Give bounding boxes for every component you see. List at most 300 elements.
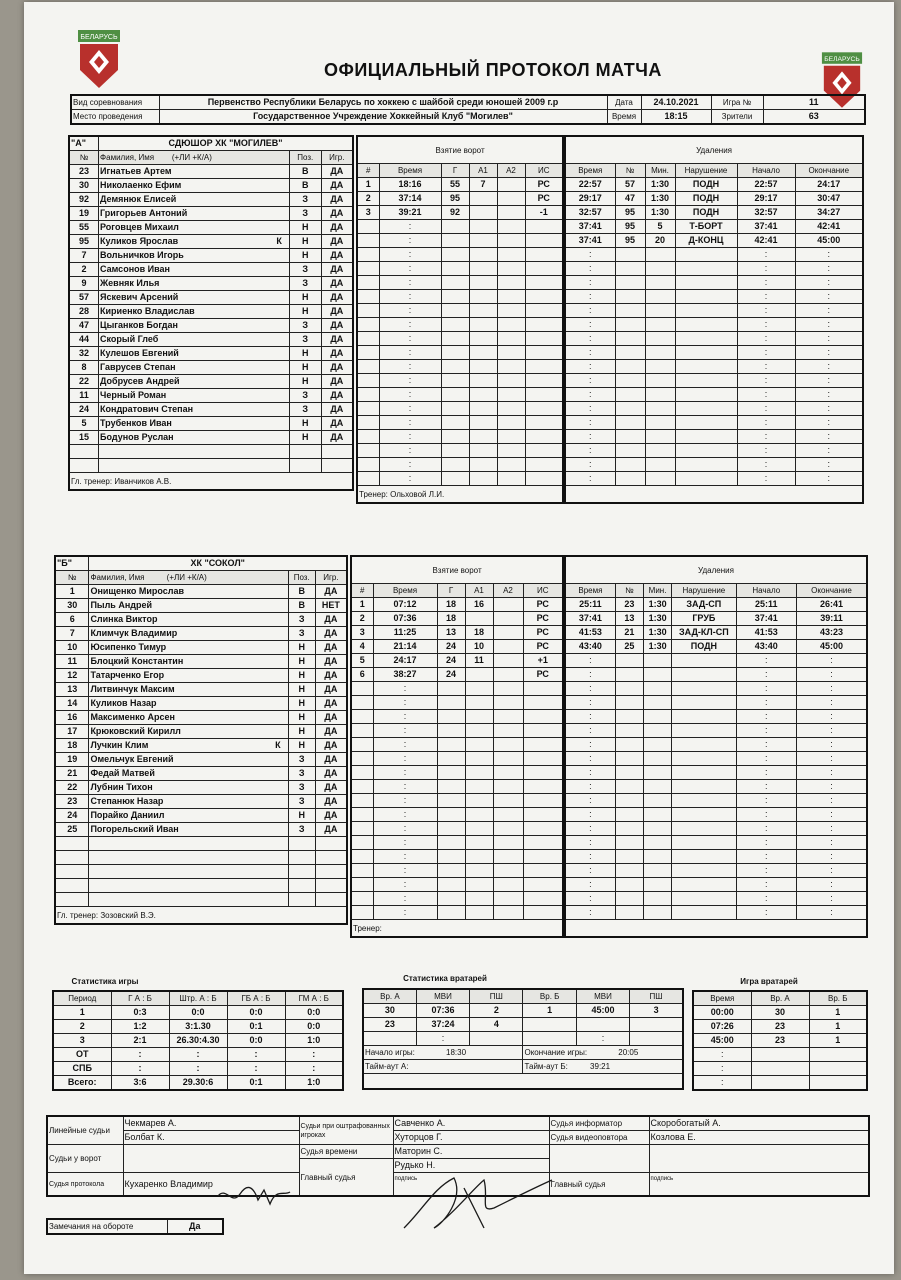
goalie-change-row: [693, 1034, 867, 1048]
player-played: ДА: [315, 711, 347, 725]
empty-row: :: [351, 696, 563, 710]
player-row: [69, 235, 353, 249]
player-name: Вольничков Игорь: [100, 250, 184, 260]
logo-right-text: БЕЛАРУСЬ: [824, 55, 860, 63]
empty-row: : : :: [565, 654, 867, 668]
player-position: Н: [289, 249, 321, 263]
player-row: [55, 767, 347, 781]
period-row: [53, 1062, 343, 1076]
goal-situation: РС: [525, 192, 563, 206]
col-played: Игр.: [321, 151, 353, 165]
player-name: Черный Роман: [100, 390, 167, 400]
player-row: [55, 683, 347, 697]
goal-time: 37:14: [379, 192, 441, 206]
stat-cell: 0:0: [285, 1020, 343, 1034]
player-name: Николаенко Ефим: [100, 180, 182, 190]
player-name-cell: [89, 697, 288, 711]
goal-assist-1: [469, 206, 497, 220]
team-a-roster-body: [69, 165, 353, 473]
empty-row: : : :: [565, 402, 863, 416]
player-row: [69, 249, 353, 263]
game-number: 11: [763, 95, 865, 110]
g-col-a1: А1: [469, 164, 497, 178]
player-position: З: [289, 403, 321, 417]
player-played: ДА: [315, 641, 347, 655]
empty-row: :: [357, 360, 563, 374]
g-col-a1-b: А1: [465, 584, 493, 598]
player-played: ДА: [315, 767, 347, 781]
goal-assist-1: 11: [465, 654, 493, 668]
scorekeeper-signature-icon: [214, 1182, 294, 1212]
stat-header: Период: [53, 991, 111, 1006]
empty-row: : : :: [565, 724, 867, 738]
g-col-a2: А2: [497, 164, 525, 178]
goal-scorer: 13: [437, 626, 465, 640]
time-label: Время: [607, 110, 641, 125]
empty-row: :: [357, 416, 563, 430]
penalty-row: [565, 178, 863, 192]
empty-row: :: [351, 836, 563, 850]
player-position: Н: [288, 725, 315, 739]
player-name-cell: [89, 711, 288, 725]
goal-assist-2: [493, 626, 523, 640]
venue: Государственное Учреждение Хоккейный Клуб "Могилев": [159, 110, 607, 125]
period-row: [53, 1076, 343, 1091]
penalty-infraction: ПОДН: [675, 206, 737, 220]
comp-label: Вид соревнования: [71, 95, 159, 110]
penalty-end: 43:23: [796, 626, 867, 640]
stat-cell: :: [227, 1062, 285, 1076]
penalty-box-label: Судьи при оштрафованных игроках: [299, 1116, 393, 1145]
goal-assist-1: 7: [469, 178, 497, 192]
player-number: 5: [69, 417, 99, 431]
player-number: 9: [69, 277, 99, 291]
col-played-b: Игр.: [315, 571, 347, 585]
col-num-b: №: [55, 571, 89, 585]
penalty-player: 95: [615, 220, 645, 234]
player-name: Цыганков Богдан: [100, 320, 178, 330]
player-name-cell: [99, 347, 290, 361]
player-name-cell: [99, 403, 290, 417]
player-position: Н: [289, 305, 321, 319]
player-position: З: [288, 753, 315, 767]
player-row: [55, 627, 347, 641]
player-number: 24: [55, 809, 89, 823]
p-col-end-b: Окончание: [796, 584, 867, 598]
stat-header: Штр. А : Б: [169, 991, 227, 1006]
col-pos: Поз.: [289, 151, 321, 165]
empty-row: : : :: [565, 276, 863, 290]
player-name: Лубнин Тихон: [90, 782, 153, 792]
stat-header: ПШ: [630, 989, 683, 1004]
stat-cell: :: [169, 1048, 227, 1062]
player-played: ДА: [321, 403, 353, 417]
player-name: Крюковский Кирилл: [90, 726, 181, 736]
goal-scorer: 55: [441, 178, 469, 192]
empty-row: : : :: [565, 458, 863, 472]
penalty-minutes: 1:30: [643, 612, 671, 626]
player-name-cell: [99, 207, 290, 221]
stat-cell: 0:0: [227, 1034, 285, 1048]
player-position: З: [289, 333, 321, 347]
col-pos-b: Поз.: [288, 571, 315, 585]
goal-assist-2: [497, 206, 525, 220]
team-b-goals-title: Взятие ворот: [351, 556, 563, 584]
player-name: Кондратович Степан: [100, 404, 194, 414]
penalty-infraction: ПОДН: [675, 192, 737, 206]
penalty-player: 25: [615, 640, 643, 654]
penalty-row: [565, 206, 863, 220]
signature2-label: подпись: [649, 1173, 869, 1197]
stat-cell: 23: [751, 1020, 809, 1034]
player-name: Трубенков Иван: [100, 418, 172, 428]
player-played: ДА: [321, 347, 353, 361]
player-row: [69, 207, 353, 221]
stat-cell: 30: [363, 1004, 416, 1018]
stat-header: ГМ А : Б: [285, 991, 343, 1006]
player-name-cell: [89, 809, 288, 823]
stat-cell: 26.30:4.30: [169, 1034, 227, 1048]
player-position: З: [288, 767, 315, 781]
goal-assist-1: 16: [465, 598, 493, 612]
player-played: НЕТ: [315, 599, 347, 613]
player-name: Блоцкий Константин: [90, 656, 184, 666]
player-played: ДА: [321, 375, 353, 389]
penalty-time: 25:11: [565, 598, 615, 612]
protocol-sheet: [24, 2, 894, 1274]
p-col-min-b: Мин.: [643, 584, 671, 598]
player-number: 6: [55, 613, 89, 627]
player-played: ДА: [321, 221, 353, 235]
player-number: 23: [55, 795, 89, 809]
player-row: [55, 655, 347, 669]
spectators: 63: [763, 110, 865, 125]
player-name-cell: [99, 277, 290, 291]
penalty-minutes: 1:30: [645, 206, 675, 220]
player-number: 28: [69, 305, 99, 319]
player-name-cell: [89, 767, 288, 781]
empty-row: [55, 837, 347, 851]
empty-row: [55, 851, 347, 865]
p-col-start-b: Начало: [736, 584, 796, 598]
protocol-title: ОФИЦИАЛЬНЫЙ ПРОТОКОЛ МАТЧА: [324, 60, 662, 80]
empty-row: [55, 893, 347, 907]
player-played: ДА: [315, 725, 347, 739]
goal-assist-2: [497, 192, 525, 206]
team-b-goals: [350, 555, 564, 938]
player-played: ДА: [315, 697, 347, 711]
empty-row: :: [357, 458, 563, 472]
player-number: 2: [69, 263, 99, 277]
period-row: [53, 1020, 343, 1034]
player-row: [69, 221, 353, 235]
stat-cell: [523, 1018, 576, 1032]
player-position: З: [288, 781, 315, 795]
goal-number: 4: [351, 640, 373, 654]
stat-cell: :: [227, 1048, 285, 1062]
player-name-cell: [99, 291, 290, 305]
player-played: ДА: [315, 655, 347, 669]
penalty-player: 57: [615, 178, 645, 192]
empty-row: :: [357, 318, 563, 332]
goal-scorer: 24: [437, 654, 465, 668]
penalty-end: 34:27: [795, 206, 863, 220]
player-position: З: [289, 319, 321, 333]
stat-cell: :: [285, 1062, 343, 1076]
penalty-start: 41:53: [736, 626, 796, 640]
spectators-label: Зрители: [711, 110, 763, 125]
stat-cell: 0:0: [169, 1006, 227, 1020]
player-played: ДА: [321, 277, 353, 291]
player-name: Климчук Владимир: [90, 628, 178, 638]
goal-judges-label: Судьи у ворот: [47, 1145, 123, 1173]
stat-cell: 07:26: [693, 1020, 751, 1034]
captain-mark: К: [276, 236, 282, 246]
p-col-time-b: Время: [565, 584, 615, 598]
player-row: [55, 725, 347, 739]
empty-row: : : :: [565, 374, 863, 388]
venue-label: Место проведения: [71, 110, 159, 125]
player-name-cell: [89, 795, 288, 809]
penalty-start: 37:41: [736, 612, 796, 626]
player-row: [69, 431, 353, 445]
penalty-end: 30:47: [795, 192, 863, 206]
empty-row: [69, 445, 353, 459]
player-number: 21: [55, 767, 89, 781]
stat-cell: 0:0: [285, 1006, 343, 1020]
penalty-time: 32:57: [565, 206, 615, 220]
penalty-time: 43:40: [565, 640, 615, 654]
player-name: Омельчук Евгений: [90, 754, 174, 764]
player-number: 15: [69, 431, 99, 445]
player-row: [69, 375, 353, 389]
empty-row: :: [351, 906, 563, 920]
player-name: Порайко Даниил: [90, 810, 165, 820]
linesmen-label: Линейные судьи: [47, 1116, 123, 1145]
player-name-cell: [99, 249, 290, 263]
player-position: З: [289, 207, 321, 221]
player-number: 16: [55, 711, 89, 725]
goal-time: 38:27: [373, 668, 437, 682]
period-row: [53, 1006, 343, 1020]
team-a-penalties-body: [565, 178, 863, 486]
date-label: Дата: [607, 95, 641, 110]
team-a-goals: [356, 135, 564, 504]
start-label: Начало игры:: [365, 1048, 415, 1057]
player-name-cell: [99, 375, 290, 389]
stat-cell: 1: [809, 1034, 867, 1048]
player-row: [69, 347, 353, 361]
info-label: Судья информатор: [549, 1116, 649, 1131]
empty-row: :: [351, 808, 563, 822]
player-name: Степанюк Назар: [90, 796, 164, 806]
player-position: Н: [289, 375, 321, 389]
goal-scorer: 24: [437, 640, 465, 654]
player-position: Н: [289, 417, 321, 431]
penalty-infraction: Д-КОНЦ: [675, 234, 737, 248]
empty-row: : : :: [565, 696, 867, 710]
stat-cell: 0:1: [227, 1076, 285, 1091]
stat-header: Г А : Б: [111, 991, 169, 1006]
penalty-row: [565, 612, 867, 626]
referee-label: Главный судья: [299, 1159, 393, 1197]
goal-scorer: 24: [437, 668, 465, 682]
empty-row: : : :: [565, 388, 863, 402]
team-a-penalties: [564, 135, 864, 504]
penalty-player: 47: [615, 192, 645, 206]
stat-cell: 3: [630, 1004, 683, 1018]
player-number: 25: [55, 823, 89, 837]
team-b-pen-title: Удаления: [565, 556, 867, 584]
player-name: Кириенко Владислав: [100, 306, 195, 316]
empty-row: : : :: [565, 780, 867, 794]
penalty-start: 42:41: [737, 234, 795, 248]
goal-assist-1: [469, 192, 497, 206]
player-row: [55, 823, 347, 837]
empty-row: : : :: [565, 682, 867, 696]
goal-number: 3: [357, 206, 379, 220]
col-lineup-b: (+ЛИ +К/А): [166, 573, 207, 582]
penalty-end: 39:11: [796, 612, 867, 626]
player-position: З: [289, 193, 321, 207]
team-a-roster: [68, 135, 354, 491]
player-name-cell: [89, 683, 288, 697]
goal-time: 24:17: [373, 654, 437, 668]
empty-row: [55, 879, 347, 893]
col-name-b: Фамилия, Имя: [90, 573, 145, 582]
g-col-is-b: ИС: [523, 584, 563, 598]
player-position: Н: [288, 641, 315, 655]
signature-label: подпись: [393, 1173, 549, 1197]
player-played: ДА: [321, 333, 353, 347]
goal-time: 07:36: [373, 612, 437, 626]
stat-cell: 1:2: [111, 1020, 169, 1034]
penalty-time: 41:53: [565, 626, 615, 640]
player-played: ДА: [321, 291, 353, 305]
stat-cell: :: [111, 1062, 169, 1076]
player-name: Куликов Ярослав: [100, 236, 179, 246]
goal-assist-1: [465, 668, 493, 682]
player-row: [69, 193, 353, 207]
player-name-cell: [89, 725, 288, 739]
goal-row: [351, 626, 563, 640]
g-col-hash: #: [357, 164, 379, 178]
p-col-num: №: [615, 164, 645, 178]
goal-assist-2: [493, 668, 523, 682]
team-b-coach: Тренер:: [351, 920, 563, 938]
player-name: Яскевич Арсений: [100, 292, 179, 302]
player-name-cell: [99, 165, 290, 179]
stat-header: ПШ: [470, 989, 523, 1004]
empty-row: : : :: [565, 304, 863, 318]
player-name: Пыль Андрей: [90, 600, 153, 610]
player-number: 30: [55, 599, 89, 613]
stat-cell: 30: [751, 1006, 809, 1020]
penalty-time: 37:41: [565, 234, 615, 248]
empty-row: : : :: [565, 416, 863, 430]
goal-situation: РС: [523, 668, 563, 682]
player-position: В: [289, 165, 321, 179]
empty-row: :: [357, 248, 563, 262]
player-number: 55: [69, 221, 99, 235]
penalty-row: [565, 234, 863, 248]
player-played: ДА: [321, 319, 353, 333]
player-name: Татарченко Егор: [90, 670, 165, 680]
linesman-2: Болбат К.: [123, 1131, 299, 1145]
stat-cell: 0:3: [111, 1006, 169, 1020]
stat-cell: 1: [53, 1006, 111, 1020]
goal-situation: РС: [523, 626, 563, 640]
empty-row: :: [693, 1048, 867, 1062]
empty-row: :: [351, 752, 563, 766]
player-name-cell: [99, 235, 290, 249]
player-name-cell: [99, 417, 290, 431]
player-number: 23: [69, 165, 99, 179]
player-name: Литвинчук Максим: [90, 684, 175, 694]
stat-cell: [630, 1018, 683, 1032]
penalty-minutes: 1:30: [643, 598, 671, 612]
player-name-cell: [99, 179, 290, 193]
player-row: [55, 781, 347, 795]
player-played: ДА: [315, 823, 347, 837]
empty-row: :: [357, 388, 563, 402]
empty-row: [69, 459, 353, 473]
penalty-row: [565, 598, 867, 612]
player-position: З: [288, 613, 315, 627]
penalty-minutes: 1:30: [645, 192, 675, 206]
captain-mark: К: [275, 740, 281, 750]
player-name: Самсонов Иван: [100, 264, 170, 274]
stat-cell: 1: [523, 1004, 576, 1018]
goalie-game-table: [692, 990, 868, 1091]
g-col-time: Время: [379, 164, 441, 178]
empty-row: :: [357, 444, 563, 458]
empty-row: :: [357, 262, 563, 276]
g-col-hash-b: #: [351, 584, 373, 598]
stat-header: Время: [693, 991, 751, 1006]
player-position: В: [288, 599, 315, 613]
scorekeeper-label: Судья протокола: [47, 1173, 123, 1197]
goal-time: 39:21: [379, 206, 441, 220]
player-position: В: [288, 585, 315, 599]
player-row: [69, 333, 353, 347]
player-number: 11: [55, 655, 89, 669]
player-name-cell: [89, 753, 288, 767]
player-position: Н: [288, 683, 315, 697]
empty-row: : : :: [565, 822, 867, 836]
timeout-a-label: Тайм-аут А:: [365, 1062, 409, 1071]
stat-cell: 1:0: [285, 1034, 343, 1048]
goal-situation: РС: [523, 598, 563, 612]
player-row: [69, 417, 353, 431]
match-info-table: [70, 94, 866, 125]
player-played: ДА: [321, 361, 353, 375]
player-name-cell: [99, 193, 290, 207]
player-number: 19: [69, 207, 99, 221]
player-number: 95: [69, 235, 99, 249]
player-number: 57: [69, 291, 99, 305]
goal-time: 07:12: [373, 598, 437, 612]
empty-row: :: [357, 332, 563, 346]
player-number: 7: [55, 627, 89, 641]
g-col-g-b: Г: [437, 584, 465, 598]
penalty-infraction: ГРУБ: [672, 612, 736, 626]
player-name: Куликов Назар: [90, 698, 157, 708]
empty-row: :: [357, 290, 563, 304]
player-position: Н: [289, 291, 321, 305]
player-row: [55, 585, 347, 599]
player-name: Федай Матвей: [90, 768, 155, 778]
